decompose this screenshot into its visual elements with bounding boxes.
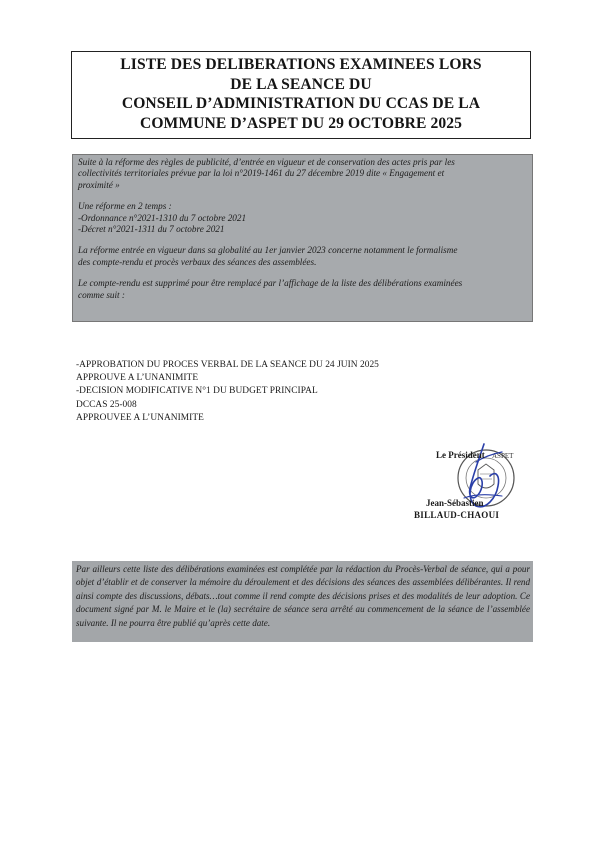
signatory-first-name: Jean-Sébastien xyxy=(426,498,484,508)
deliberation-reference: DCCAS 25-008 xyxy=(76,399,137,410)
deliberation-result: APPROUVEE A L’UNANIMITE xyxy=(76,412,204,423)
notice-line: -Décret n°2021-1311 du 7 octobre 2021 xyxy=(78,224,225,235)
notice-reform xyxy=(78,201,528,235)
publicity-reform-notice xyxy=(72,154,533,322)
signatory-last-name: BILLAUD-CHAOUI xyxy=(414,510,500,520)
title-line: LISTE DES DELIBERATIONS EXAMINEES LORS xyxy=(120,56,482,73)
signatory-role: Le Président xyxy=(436,450,485,460)
notice-line: La réforme entrée en vigueur dans sa globalité au 1er janvier 2023 concerne notamment le formalisme xyxy=(78,245,458,256)
notice-intro xyxy=(78,157,528,191)
notice-line: Une réforme en 2 temps : xyxy=(78,201,172,212)
deliberation-item: -DECISION MODIFICATIVE N°1 DU BUDGET PRINCIPAL xyxy=(76,386,318,397)
notice-line: Suite à la réforme des règles de publicité, d’entrée en vigueur et de conservation des actes pris par les xyxy=(78,157,455,167)
notice-line: proximité » xyxy=(78,179,120,190)
notice-replacement xyxy=(78,278,528,301)
title-line: COMMUNE D’ASPET DU 29 OCTOBRE 2025 xyxy=(139,114,463,132)
notice-line: -Ordonnance n°2021-1310 du 7 octobre 2021 xyxy=(78,212,247,223)
notice-line: des compte-rendu et procès verbaux des séances des assemblées. xyxy=(78,256,317,267)
notice-effect xyxy=(78,245,528,268)
deliberations-list xyxy=(76,359,516,425)
signature-block xyxy=(400,436,535,526)
title-line: DE LA SEANCE DU xyxy=(230,75,372,93)
deliberation-item: -APPROBATION DU PROCES VERBAL DE LA SEANCE DU 24 JUIN 2025 xyxy=(76,360,379,370)
notice-line: Le compte-rendu est supprimé pour être remplacé par l’affichage de la liste des délibérations examinées xyxy=(78,278,463,289)
title-line: CONSEIL D’ADMINISTRATION DU CCAS DE LA xyxy=(121,95,481,112)
title-box xyxy=(71,51,531,139)
seal-lettering: ASPET xyxy=(492,452,514,460)
notice-line: comme suit : xyxy=(78,289,125,300)
minutes-note: Par ailleurs cette liste des délibérations examinées est complétée par la rédaction du Procès-Verbal de séance, qui a pour objet d’établir et de conserver la mémoire du déroulement et des décisions des séances des assemblées délibérantes. Il rend ainsi compte des discussions, débats…tout comme il rend compte des décisions prises et des modalités de leur adoption. Ce document signé par M. le Maire et le (la) secrétaire de séance sera arrêté au commencement de la séance de l’assemblée suivante. Il ne pourra être publié qu’après cette date. xyxy=(72,561,533,642)
deliberation-result: APPROUVE A L’UNANIMITE xyxy=(76,373,199,384)
notice-line: collectivités territoriales prévue par la loi n°2019-1461 du 27 décembre 2019 dite « Engagement et xyxy=(78,168,445,179)
